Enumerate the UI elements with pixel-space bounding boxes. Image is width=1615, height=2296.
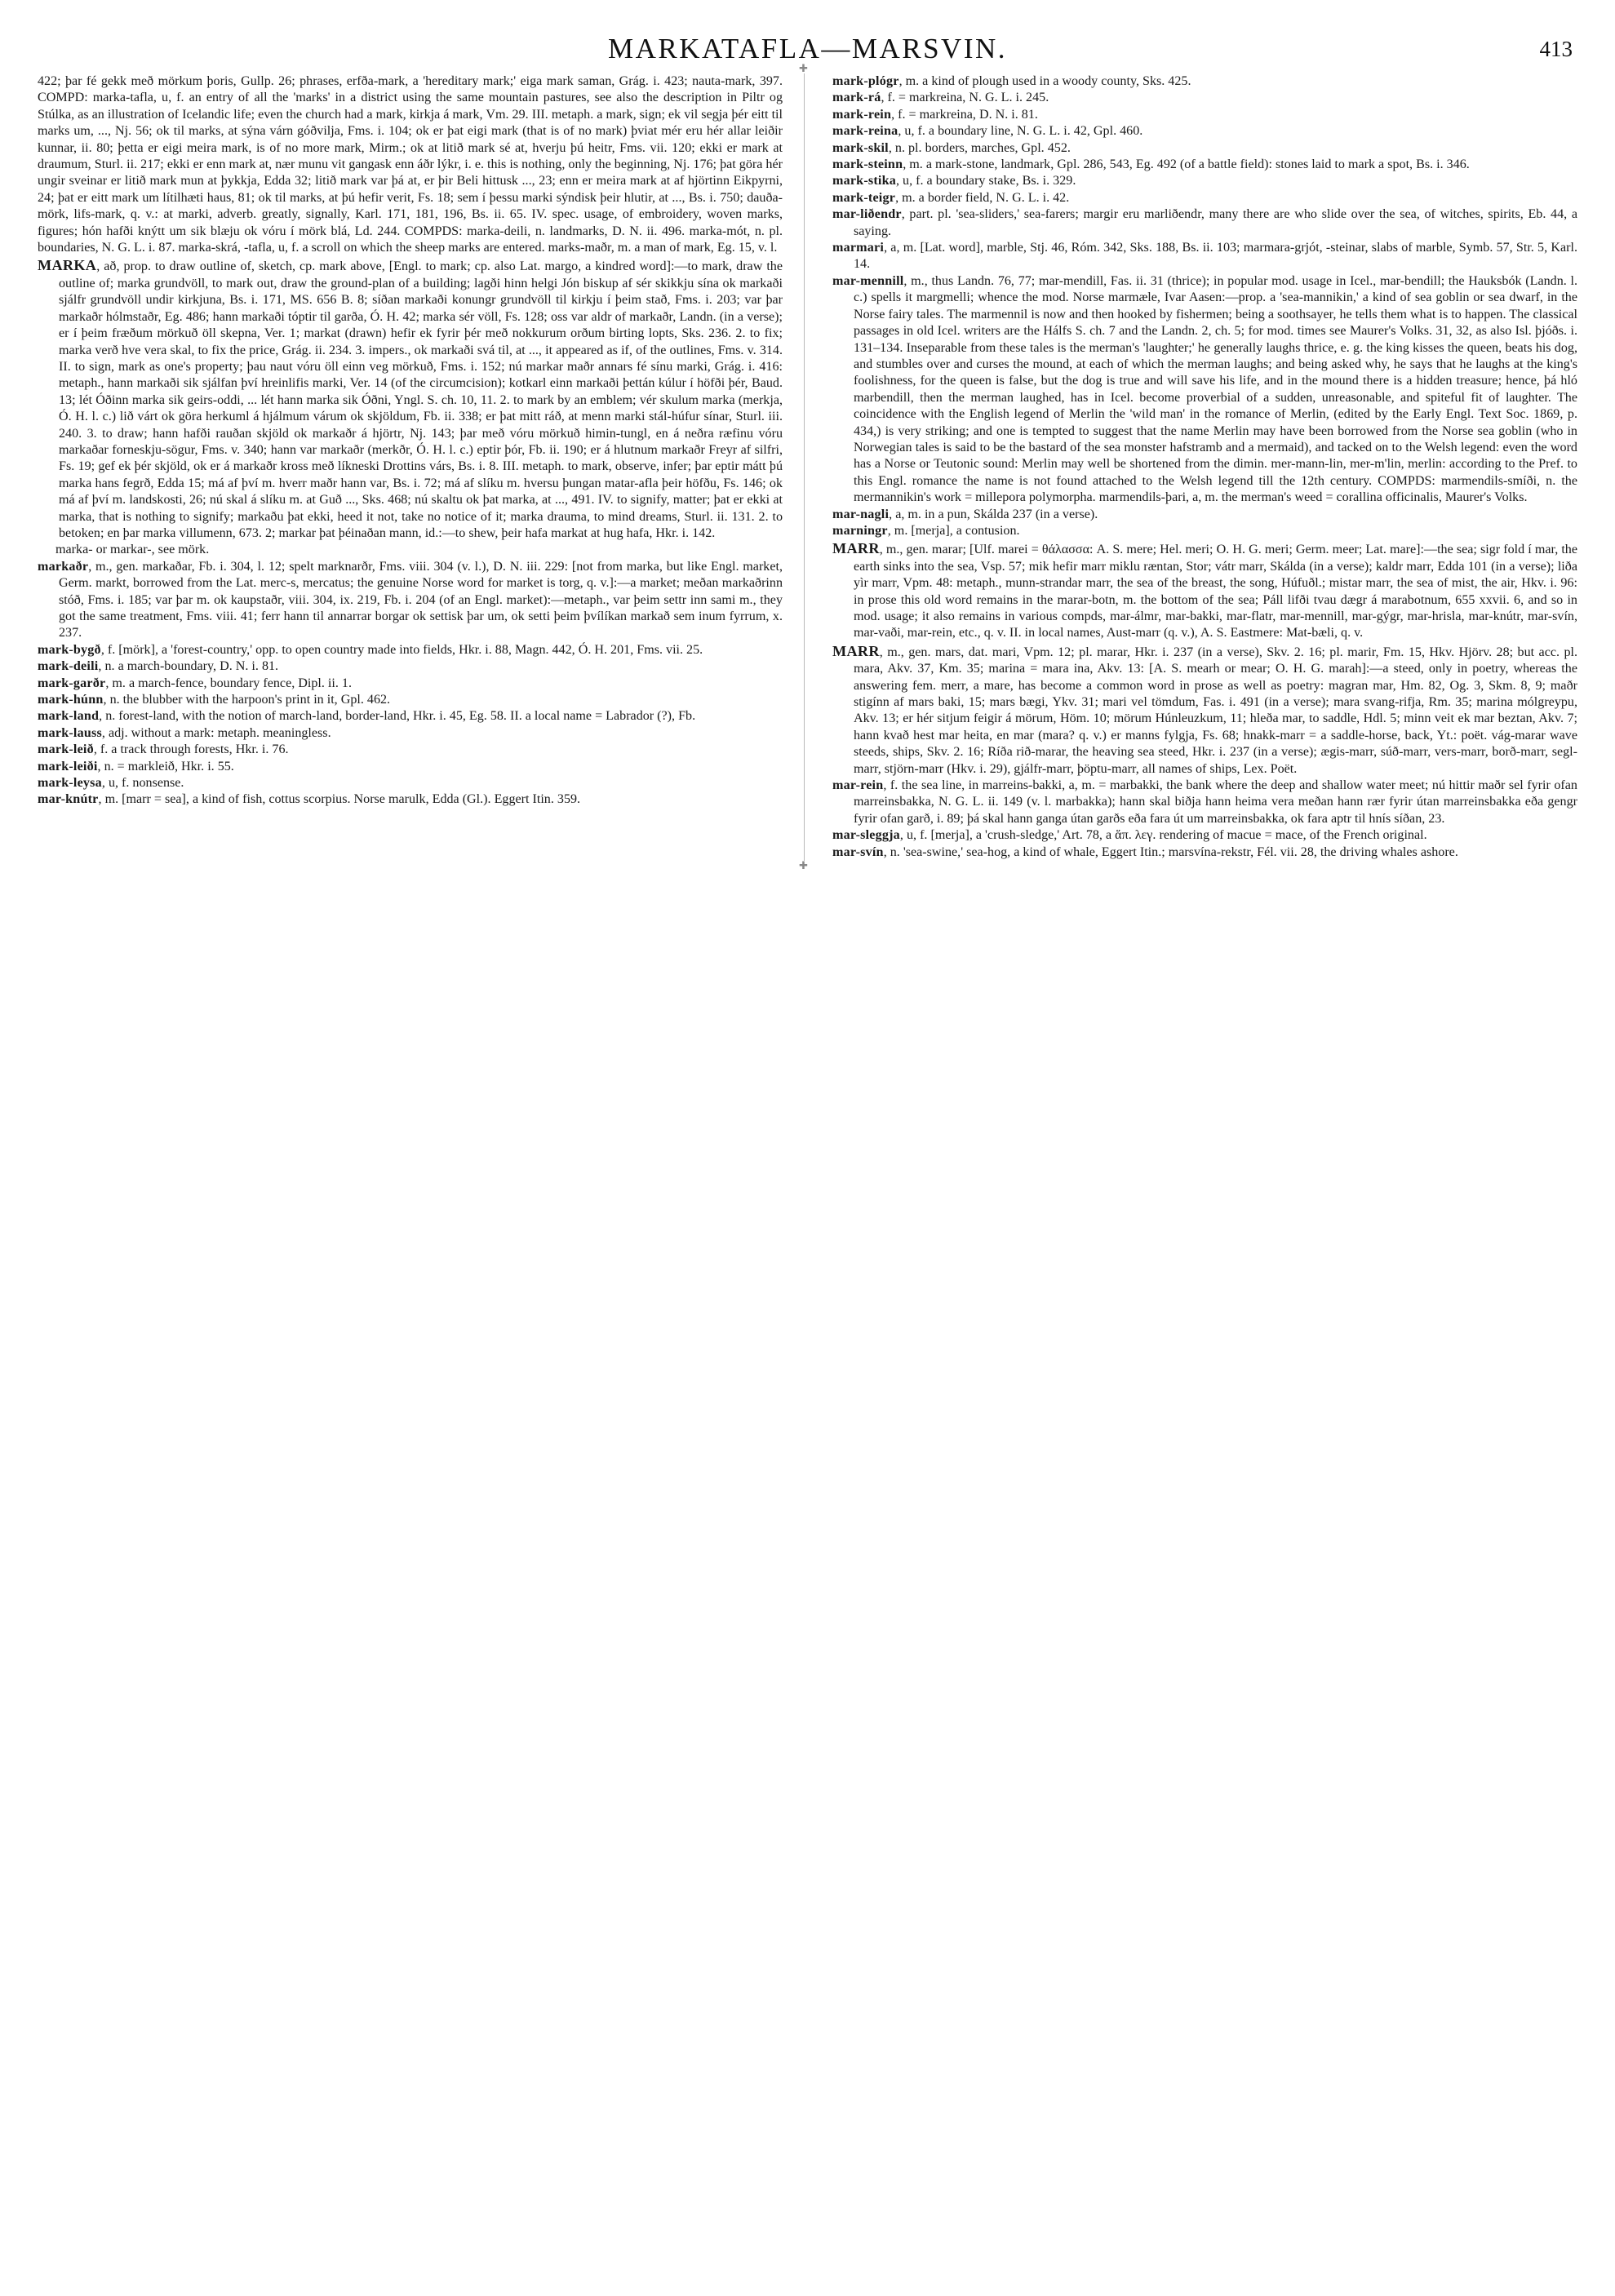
dictionary-entry: mark-steinn, m. a mark-stone, landmark, Gpl. 286, 543, Eg. 492 (of a battle field): stones laid to mark a spot, Bs. i. 346.: [832, 157, 1470, 172]
dictionary-entry: mark-garðr, m. a march-fence, boundary fence, Dipl. ii. 1.: [38, 676, 352, 690]
headword: mark-teigr: [832, 190, 896, 205]
headword: mark-garðr: [38, 676, 106, 690]
dictionary-entry: MARR, m., gen. marar; [Ulf. marei = θάλασσα: A. S. mere; Hel. meri; O. H. G. meri; Germ. meer; Lat. mare]:—the sea; sigr fold í mar, the earth sinks into the sea, Vsp. 57; mik hefir marr miklu ræntan, Stor; vátr marr, Skálda (in a verse); kaldr marr, Edda 101 (in a verse); liða yìr marr, Vpm. 48: metaph., munn-strandar marr, the sea of the breast, the song, Húfuðl.; mistar marr, the sea of mist, the air, Hkv. i. 96: in prose this old word remains in the marar-botn, m. the bottom of the sea; Páll lifði tvau dægr á marabotnum, 655 xxvii. 6, and so in mod. usage; it also remains in various compds, mar-álmr, mar-bakki, mar-flatr, mar-mennill, mar-gýgr, mar-hrisla, mar-knútr, mar-svín, mar-vaði, mar-rein, etc., q. v. II. in local names, Aust-marr (q. v.), A. S. Eastmere: Mat-bæli, q. v.: [832, 540, 1577, 640]
dictionary-entry: mark-leið, f. a track through forests, Hkr. i. 76.: [38, 742, 289, 757]
headword: mar-nagli: [832, 507, 890, 521]
headword: mar-sleggja: [832, 828, 900, 843]
headword: mar-rein: [832, 778, 884, 793]
headword: mark-leið: [38, 742, 94, 757]
dictionary-entry: markaðr, m., gen. markaðar, Fb. i. 304, l. 12; spelt marknarðr, Fms. viii. 304 (v. l.), D. N. iii. 229: [not from marka, but like Engl. market, Germ. markt, borrowed from the Lat. merc-s, mercatus; the genuine Norse word for market is torg, q. v.]:—a market; meðan markaðrinn stóð, Fms. i. 185; var þar m. ok kaupstaðr, viii. 304, ix. 219, Fb. i. 204 (of an Engl. market):—metaph., var þeim settr inn sami m., they got the same treatment, Fms. viii. 41; ferr hann til annarrar borgar ok settisk þar um, ok setti þeim þvílíkan markað sem inum fyrrum, x. 237.: [38, 559, 783, 640]
dictionary-entry: mar-sleggja, u, f. [merja], a 'crush-sledge,' Art. 78, a ἅπ. λεγ. rendering of macue = mace, of the French original.: [832, 828, 1427, 843]
headword: mar-svín: [832, 844, 884, 859]
dictionary-entry: mark-teigr, m. a border field, N. G. L. i. 42.: [832, 190, 1070, 205]
dictionary-entry: mark-skil, n. pl. borders, marches, Gpl. 452.: [832, 140, 1071, 155]
dictionary-entry: mar-liðendr, part. pl. 'sea-sliders,' sea-farers; margir eru marliðendr, many there are who slide over the sea, of witches, spirits, Eb. 44, a saying.: [832, 207, 1577, 238]
headword: mar-mennill: [832, 273, 904, 288]
headword: mark-skil: [832, 140, 889, 155]
headword: mark-leiði: [38, 759, 98, 773]
headword: MARR: [832, 642, 880, 659]
dictionary-entry: mark-deili, n. a march-boundary, D. N. i. 81.: [38, 659, 279, 674]
dictionary-entry: marmari, a, m. [Lat. word], marble, Stj. 46, Róm. 342, Sks. 188, Bs. ii. 103; marmara-grjót, -steinar, slabs of marble, Symb. 57, Str. 5, Karl. 14.: [832, 241, 1577, 272]
dictionary-entry: mark-leiði, n. = markleið, Hkr. i. 55.: [38, 759, 234, 773]
headword: mark-reina: [832, 124, 898, 139]
headword: MARKA: [38, 257, 97, 274]
dictionary-entry: mark-leysa, u, f. nonsense.: [38, 776, 184, 791]
dictionary-entry: mar-nagli, a, m. in a pun, Skálda 237 (in a verse).: [832, 507, 1098, 521]
dictionary-entry: mark-bygð, f. [mörk], a 'forest-country,' opp. to open country made into fields, Hkr. i. 88, Magn. 442, Ó. H. 201, Fms. vii. 25.: [38, 642, 703, 657]
page-number: 413: [1539, 37, 1573, 61]
headword: mark-deili: [38, 659, 99, 674]
headword: mark-rá: [832, 91, 881, 105]
headword: mark-stika: [832, 174, 896, 188]
headword: mark-leysa: [38, 776, 102, 791]
dictionary-entry: marningr, m. [merja], a contusion.: [832, 523, 1020, 538]
headword: MARR: [832, 540, 880, 557]
headword: marningr: [832, 523, 888, 538]
dictionary-entry: MARKA, að, prop. to draw outline of, sketch, cp. mark above, [Engl. to mark; cp. also Lat. margo, a kindred word]:—to mark, draw the outline of; marka grundvöll, to mark out, draw the ground-plan of a building; lagði hinn helgi Jón biskup af sér skikkju sína ok markaði sjálfr grundvöll undir kirkjuna, Bs. i. 171, MS. 656 B. 8; síðan markaði konungr grundvöll til kirkju í þeim stað, Fms. i. 203; var þar markaðr hólmstaðr, Eg. 486; hann markaði tóptir til garða, Ó. H. 42; marka sér völl, Fs. 128; oss var aldr of markaðr, Landn. (in a verse); er í þeim fræðum mörkuð öll skepna, Ver. 1; markat (drawn) hefir ek fyrir þér með nokkurum orðum birting lopts, Sks. 236. 2. to fix; marka verð hve vera skal, to fix the price, Grág. ii. 234. 3. impers., ok markaði svá til, at ..., it appeared as if, of the outlines, Fms. v. 314. II. to sign, mark as one's property; þau naut vóru öll einn veg mörkuð, Fms. i. 152; nú markar maðr annars fé sínu marki, Grág. i. 416: metaph., hann markaði sik sjálfan því hreinlifis marki, Ver. 14 (of the circumcision); kotkarl einn markaði þettán kúlur í höfði þér, Baud. 13; lét Óðinn marka sik geirs-oddi, ... lét hann marka sik Óðni, Yngl. S. ch. 10, 11. 2. to mark by an emblem; vér skulum marka (merkja, Ó. H. l. c.) lið várt ok göra herkuml á hjálmum várum ok skjöldum, Fb. ii. 338; er þat mitt ráð, at menn marki stál-húfur sínar, Sturl. iii. 240. 3. to draw; hann hafði rauðan skjöld ok markaðr á hjörtr, Nj. 143; þar með vóru mörkuð himin-tungl, en á neðra ræfinu vóru markaðar forneskju-sögur, Fms. v. 340; hann var markaðr (merkðr, Ó. H. l. c.) eptir þór, Fb. ii. 190; er á hlutnum markaðr Freyr af silfri, Fs. 19; gef ek þér skjöld, ok er á markaðr kross með líkneski Drottins várs, Bs. i. 8. III. metaph. to mark, observe, infer; þar eptir mátt þú marka hans fegrð, Edda 15; má af því m. hverr maðr hann var, Bs. i. 72; má af slíku m. hversu þungan matar-afla þeir höfðu, Fs. 146; ok má af því m. landskosti, 26; nú skal á slíku m. at Guð ..., Sks. 468; nú skaltu ok þat marka, at ..., 491. IV. to signify, matter; þat er ekki at marka, that is nothing to signify; markaðu þat ekki, heed it not, take no notice of it; marka drauma, to mind dreams, Sturl. ii. 131. 2. to betoken; en þar marka villumenn, 673. 2; markar þat þéinaðan mann, id.:—to shew, þeir hafa markat at hug hafa, Hkr. i. 142.: [38, 257, 783, 540]
left-column: [38, 73, 799, 809]
right-column: [811, 73, 1577, 861]
dictionary-entry: mark-plógr, m. a kind of plough used in a woody county, Sks. 425.: [832, 74, 1191, 88]
headword: mark-steinn: [832, 157, 903, 172]
page-title: MARKATAFLA—MARSVIN.: [607, 33, 1008, 64]
page-header: [38, 23, 1577, 65]
dictionary-entry: mark-reina, u, f. a boundary line, N. G. L. i. 42, Gpl. 460.: [832, 124, 1143, 139]
dictionary-entry: mark-rá, f. = markreina, N. G. L. i. 245.: [832, 91, 1049, 105]
dictionary-entry: mark-stika, u, f. a boundary stake, Bs. i. 329.: [832, 174, 1076, 188]
headword: mark-lauss: [38, 725, 102, 740]
dictionary-entry: MARR, m., gen. mars, dat. mari, Vpm. 12; pl. marar, Hkr. i. 237 (in a verse), Skv. 2. 16; pl. marir, Fm. 15, Hkv. Hjörv. 28; but acc. pl. mara, Akv. 37, Km. 35; marina = mara ina, Akv. 13: [A. S. mearh or mear; O. H. G. marah]:—a steed, only in poetry, whereas the answering fem. merr, a mare, has become a common word in prose as well as poetry: magran mar, Hm. 82, Og. 3, Skm. 8, 9; maðr stigínn af mars baki, 15; mars bægi, Ykv. 31; mari vel tömdum, Fas. i. 491 (in a verse); mara svang-rifja, Rm. 35; marina mólgreypu, Akv. 13; er hér sitjum feigir á mörum, Höm. 10; mörum Húnleuzkum, 11; hleða mar, to saddle, Hdl. 5; minn veit ek mar beztan, Akv. 7; hann kvað hest mar heita, en mar (mara? q. v.) er manns fylgja, Fs. 68; hnakk-marr = a saddle-horse, back, Yt.: poët. vág-marar wave steeds, ships, Skv. 2. 16; Ríða rið-marar, the heaving sea steed, Hkr. i. 237 (in a verse); ægis-marr, súð-marr, vers-marr, borð-marr, segl-marr, stjörn-marr (Hkv. i. 29), gjálfr-marr, þöptu-marr, all names of ships, Lex. Poët.: [832, 642, 1577, 776]
headword: marmari: [832, 241, 885, 255]
dictionary-entry: mark-rein, f. = markreina, D. N. i. 81.: [832, 107, 1038, 122]
headword: mar-liðendr: [832, 207, 902, 222]
headword: mar-knútr: [38, 792, 99, 807]
dictionary-entry: mar-mennill, m., thus Landn. 76, 77; mar-mendill, Fas. ii. 31 (thrice); in popular mod. usage in Icel., mar-bendill; the Hauksbók (Landn. l. c.) spells it margmelli; whence the mod. Norse marmæle, Ivar Aasen:—prop. a 'sea-mannikin,' a kind of sea goblin or sea dwarf, in the Norse fairy tales. The marmennil is now and then hooked by fishermen; being a soothsayer, he tells them what is to happen. The classical passages in old Icel. writers are the Hálfs S. ch. 7 and the Landn. 2, ch. 5; for mod. times see Maurer's Volks. 31, 32, as also Isl. þjóðs. i. 131–134. Inseparable from these tales is the merman's 'laughter;' he generally laughs thrice, e. g. the king kisses the queen, beats his dog, and stumbles over and curses the mound, at each of which the merman laughs; and being asked why, he says that he laughs at the king's foolishness, for the queen is false, but the dog is true and will save his life, and in the mound there is a hidden treasure; hence, þá hló marbendill, then the merman laughed, has in Icel. become proverbial of a sudden, unreasonable, and spiteful fit of laughter. The coincidence with the English legend of Merlin the 'wild man' in the romance of Merlin, (edited by the Early Engl. Text Soc. 1869, p. 434,) is very striking; and one is tempted to suggest that the name Merlin may have been borrowed from the Norse sea goblin (who in Norwegian tales is said to be the bastard of the sea monster hafstramb and a mermaid), and tacked on to the Welsh legend: even the word has a Norse or Teutonic sound: Merlin may well be shortened from the dimin. mer-mann-lin, mer-m'lin, merlin: according to the Pref. to this Engl. romance the name is not found attached to the Welsh legend till the 12th century. COMPDS: marmendils-smíði, n. the mermannikin's work = millepora polymorpha. marmendils-þari, a, m. the merman's weed = corallina officinalis, Maurer's Volks.: [832, 273, 1577, 505]
headword: mark-rein: [832, 107, 892, 122]
headword: markaðr: [38, 559, 89, 574]
dictionary-entry: mar-rein, f. the sea line, in marreins-bakki, a, m. = marbakki, the bank where the deep and shallow water meet; nú hittir maðr sel fyrir ofan marreinsbakka, N. G. L. ii. 149 (v. l. marbakka); hann skal biðja hann heima vera meðan hann rær fyrir útan marreinsbakka eða gengr fyrir ofan garð, i. 89; þá skal hann ganga útan garðs eða fara út um marreinsbakka, ok fara aptr til hnís síðan, 23.: [832, 778, 1577, 826]
headword: mark-bygð: [38, 642, 101, 657]
dictionary-entry: mark-húnn, n. the blubber with the harpoon's print in it, Gpl. 462.: [38, 693, 391, 707]
dictionary-entry: mark-lauss, adj. without a mark: metaph. meaningless.: [38, 725, 331, 740]
headword: mark-plógr: [832, 74, 899, 88]
dictionary-entry: 422; þar fé gekk með mörkum þoris, Gullp. 26; phrases, erfða-mark, a 'hereditary mark;' eiga mark saman, Grág. i. 423; nauta-mark, 397. COMPD: marka-tafla, u, f. an entry of all the 'marks' in a district using the same mountain pastures, see also the description in Piltr og Stúlka, as an illustration of Icelandic life; even the church had a mark, kirkja á mark, Vm. 29. III. metaph. a mark, sign; ek vil segja þér eitt til marks um, ..., Nj. 56; ok til marks, at sýna várn góðvilja, Fms. i. 104; ok er þat eigi mark (that is of no mark) þviat mér eru hér allar leiðir kunnar, ii. 80; þetta er eigi meira mark, is of no more mark, Mirm.; ok at litið mark sé at, hverju þú heitr, Fms. vii. 120; ekki er mark at draumum, Sturl. ii. 217; ekki er enn mark at, nær munu vit gangask enn áðr lýkr, i. e. this is nothing, only the beginning, Nj. 176; þat göra hér ungir sveinar er litið mark mun at þykkja, Edda 32; litið mark var þá at, er þir Beli hittusk ..., 23; enn er meira mark at af hjörtinn Eikpyrni, 24; þat er eitt mark um lítilhæti haus, 81; ok til marks, at þú hefir verit, Fs. 18; sem í þessu marki sýndisk þeir hlutir, at ..., Bs. i. 750; dauða-mörk, lifs-mark, q. v.: at marki, adverb. greatly, signally, Karl. 171, 181, 196, Bs. ii. 65. IV. spec. usage, of embroidery, woven marks, figures; hón hafði knýtt um sik blæju ok vóru í mörk blá, Ld. 244. COMPDS: marka-deili, n. landmarks, D. N. ii. 496. marka-mót, n. pl. boundaries, N. G. L. i. 87. marka-skrá, -tafla, u, f. a scroll on which the sheep marks are entered. marks-maðr, m. a man of mark, Eg. 15, v. l.: [38, 74, 783, 255]
headword: mark-land: [38, 709, 100, 724]
dictionary-entry: mar-knútr, m. [marr = sea], a kind of fish, cottus scorpius. Norse marulk, Edda (Gl.). Eggert Itin. 359.: [38, 792, 581, 807]
dictionary-entry: mar-svín, n. 'sea-swine,' sea-hog, a kind of whale, Eggert Itin.; marsvína-rekstr, Fél. vii. 28, the driving whales ashore.: [832, 844, 1458, 859]
headword: mark-húnn: [38, 693, 104, 707]
column-divider: [804, 73, 806, 861]
dictionary-entry: mark-land, n. forest-land, with the notion of march-land, border-land, Hkr. i. 45, Eg. 58. II. a local name = Labrador (?), Fb.: [38, 709, 696, 724]
two-column-body: [38, 73, 1577, 861]
dictionary-entry: marka- or markar-, see mörk.: [55, 543, 210, 557]
